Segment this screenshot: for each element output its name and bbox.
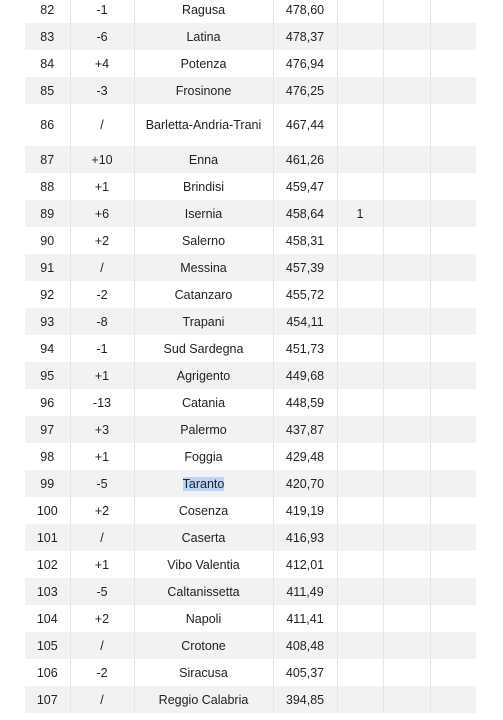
rank-cell: 83 — [25, 23, 70, 50]
table-row — [25, 659, 476, 686]
city-cell: Isernia — [134, 200, 273, 227]
extra-cell-3 — [430, 308, 476, 335]
extra-cell-2 — [383, 659, 430, 686]
position-change-cell: / — [70, 524, 134, 551]
position-change-cell: -2 — [70, 281, 134, 308]
position-change-cell: +2 — [70, 605, 134, 632]
extra-cell-2 — [383, 578, 430, 605]
table-row — [25, 389, 476, 416]
ranking-table-container — [25, 0, 476, 713]
table-row — [25, 578, 476, 605]
value-cell: 408,48 — [273, 632, 337, 659]
table-row — [25, 686, 476, 713]
value-cell: 461,26 — [273, 146, 337, 173]
extra-cell-1 — [337, 389, 383, 416]
extra-cell-1: 1 — [337, 200, 383, 227]
rank-cell: 96 — [25, 389, 70, 416]
table-row — [25, 173, 476, 200]
value-cell: 416,93 — [273, 524, 337, 551]
extra-cell-1 — [337, 578, 383, 605]
extra-cell-3 — [430, 0, 476, 23]
table-row — [25, 23, 476, 50]
extra-cell-3 — [430, 254, 476, 281]
position-change-cell: / — [70, 632, 134, 659]
extra-cell-2 — [383, 605, 430, 632]
extra-cell-3 — [430, 23, 476, 50]
extra-cell-3 — [430, 335, 476, 362]
city-cell: Brindisi — [134, 173, 273, 200]
extra-cell-3 — [430, 362, 476, 389]
table-row — [25, 470, 476, 497]
extra-cell-3 — [430, 551, 476, 578]
rank-cell: 94 — [25, 335, 70, 362]
extra-cell-3 — [430, 281, 476, 308]
value-cell: 458,64 — [273, 200, 337, 227]
table-row — [25, 632, 476, 659]
extra-cell-3 — [430, 173, 476, 200]
position-change-cell: -5 — [70, 470, 134, 497]
extra-cell-3 — [430, 77, 476, 104]
extra-cell-2 — [383, 443, 430, 470]
extra-cell-2 — [383, 497, 430, 524]
extra-cell-3 — [430, 524, 476, 551]
rank-cell: 101 — [25, 524, 70, 551]
table-row — [25, 524, 476, 551]
position-change-cell: -8 — [70, 308, 134, 335]
table-row — [25, 50, 476, 77]
rank-cell: 93 — [25, 308, 70, 335]
position-change-cell: +1 — [70, 362, 134, 389]
position-change-cell: +2 — [70, 497, 134, 524]
value-cell: 449,68 — [273, 362, 337, 389]
extra-cell-2 — [383, 416, 430, 443]
city-cell: Salerno — [134, 227, 273, 254]
extra-cell-3 — [430, 416, 476, 443]
table-row — [25, 335, 476, 362]
position-change-cell: -2 — [70, 659, 134, 686]
city-cell: Messina — [134, 254, 273, 281]
value-cell: 411,41 — [273, 605, 337, 632]
extra-cell-1 — [337, 0, 383, 23]
extra-cell-3 — [430, 497, 476, 524]
position-change-cell: +4 — [70, 50, 134, 77]
value-cell: 467,44 — [273, 104, 337, 146]
extra-cell-3 — [430, 659, 476, 686]
city-cell: Crotone — [134, 632, 273, 659]
extra-cell-2 — [383, 77, 430, 104]
extra-cell-2 — [383, 50, 430, 77]
extra-cell-2 — [383, 389, 430, 416]
value-cell: 476,25 — [273, 77, 337, 104]
table-row — [25, 146, 476, 173]
rank-cell: 85 — [25, 77, 70, 104]
value-cell: 478,60 — [273, 0, 337, 23]
extra-cell-3 — [430, 686, 476, 713]
selected-text-highlight[interactable]: Taranto — [182, 476, 225, 491]
table-row — [25, 551, 476, 578]
city-cell: Sud Sardegna — [134, 335, 273, 362]
value-cell: 448,59 — [273, 389, 337, 416]
rank-cell: 84 — [25, 50, 70, 77]
extra-cell-1 — [337, 497, 383, 524]
table-row — [25, 308, 476, 335]
value-cell: 451,73 — [273, 335, 337, 362]
position-change-cell: -5 — [70, 578, 134, 605]
city-cell: Cosenza — [134, 497, 273, 524]
value-cell: 419,19 — [273, 497, 337, 524]
extra-cell-3 — [430, 389, 476, 416]
extra-cell-1 — [337, 416, 383, 443]
extra-cell-2 — [383, 173, 430, 200]
city-cell: Siracusa — [134, 659, 273, 686]
city-cell: Caltanissetta — [134, 578, 273, 605]
position-change-cell: +6 — [70, 200, 134, 227]
city-cell: Potenza — [134, 50, 273, 77]
position-change-cell: +1 — [70, 443, 134, 470]
city-cell — [134, 470, 273, 497]
rank-cell: 98 — [25, 443, 70, 470]
ranking-table — [25, 0, 476, 713]
extra-cell-2 — [383, 146, 430, 173]
extra-cell-1 — [337, 443, 383, 470]
rank-cell: 86 — [25, 104, 70, 146]
value-cell: 405,37 — [273, 659, 337, 686]
extra-cell-1 — [337, 227, 383, 254]
extra-cell-2 — [383, 200, 430, 227]
city-cell: Ragusa — [134, 0, 273, 23]
extra-cell-3 — [430, 443, 476, 470]
extra-cell-3 — [430, 605, 476, 632]
table-row — [25, 416, 476, 443]
ranking-table-body — [25, 0, 476, 713]
extra-cell-1 — [337, 551, 383, 578]
extra-cell-2 — [383, 104, 430, 146]
extra-cell-1 — [337, 632, 383, 659]
extra-cell-2 — [383, 254, 430, 281]
city-cell: Agrigento — [134, 362, 273, 389]
extra-cell-1 — [337, 23, 383, 50]
position-change-cell: +10 — [70, 146, 134, 173]
value-cell: 454,11 — [273, 308, 337, 335]
table-row — [25, 497, 476, 524]
extra-cell-1 — [337, 659, 383, 686]
extra-cell-2 — [383, 335, 430, 362]
rank-cell: 105 — [25, 632, 70, 659]
extra-cell-1 — [337, 308, 383, 335]
value-cell: 429,48 — [273, 443, 337, 470]
value-cell: 437,87 — [273, 416, 337, 443]
city-cell: Catanzaro — [134, 281, 273, 308]
position-change-cell: +3 — [70, 416, 134, 443]
table-row — [25, 281, 476, 308]
extra-cell-3 — [430, 470, 476, 497]
extra-cell-1 — [337, 146, 383, 173]
city-cell: Frosinone — [134, 77, 273, 104]
extra-cell-2 — [383, 281, 430, 308]
extra-cell-3 — [430, 104, 476, 146]
rank-cell: 100 — [25, 497, 70, 524]
extra-cell-3 — [430, 632, 476, 659]
city-cell: Enna — [134, 146, 273, 173]
position-change-cell: -3 — [70, 77, 134, 104]
extra-cell-1 — [337, 281, 383, 308]
rank-cell: 90 — [25, 227, 70, 254]
extra-cell-3 — [430, 227, 476, 254]
value-cell: 478,37 — [273, 23, 337, 50]
position-change-cell: / — [70, 254, 134, 281]
extra-cell-2 — [383, 686, 430, 713]
extra-cell-1 — [337, 77, 383, 104]
city-cell: Catania — [134, 389, 273, 416]
table-row — [25, 200, 476, 227]
extra-cell-1 — [337, 335, 383, 362]
city-cell: Vibo Valentia — [134, 551, 273, 578]
extra-cell-1 — [337, 50, 383, 77]
table-row — [25, 77, 476, 104]
rank-cell: 82 — [25, 0, 70, 23]
value-cell: 420,70 — [273, 470, 337, 497]
value-cell: 457,39 — [273, 254, 337, 281]
city-cell: Napoli — [134, 605, 273, 632]
rank-cell: 95 — [25, 362, 70, 389]
rank-cell: 102 — [25, 551, 70, 578]
extra-cell-3 — [430, 146, 476, 173]
rank-cell: 89 — [25, 200, 70, 227]
table-row — [25, 443, 476, 470]
rank-cell: 97 — [25, 416, 70, 443]
position-change-cell: -13 — [70, 389, 134, 416]
rank-cell: 104 — [25, 605, 70, 632]
rank-cell: 91 — [25, 254, 70, 281]
extra-cell-1 — [337, 686, 383, 713]
value-cell: 394,85 — [273, 686, 337, 713]
city-cell: Latina — [134, 23, 273, 50]
position-change-cell: -6 — [70, 23, 134, 50]
table-row — [25, 0, 476, 23]
value-cell: 411,49 — [273, 578, 337, 605]
value-cell: 458,31 — [273, 227, 337, 254]
position-change-cell: +2 — [70, 227, 134, 254]
position-change-cell: +1 — [70, 551, 134, 578]
value-cell: 455,72 — [273, 281, 337, 308]
extra-cell-3 — [430, 200, 476, 227]
extra-cell-1 — [337, 254, 383, 281]
extra-cell-1 — [337, 173, 383, 200]
value-cell: 412,01 — [273, 551, 337, 578]
value-cell: 476,94 — [273, 50, 337, 77]
extra-cell-2 — [383, 227, 430, 254]
city-cell: Foggia — [134, 443, 273, 470]
extra-cell-2 — [383, 362, 430, 389]
position-change-cell: / — [70, 686, 134, 713]
position-change-cell: -1 — [70, 335, 134, 362]
extra-cell-2 — [383, 308, 430, 335]
extra-cell-3 — [430, 50, 476, 77]
city-cell: Palermo — [134, 416, 273, 443]
city-cell: Caserta — [134, 524, 273, 551]
position-change-cell: -1 — [70, 0, 134, 23]
rank-cell: 87 — [25, 146, 70, 173]
position-change-cell: / — [70, 104, 134, 146]
city-cell: Reggio Calabria — [134, 686, 273, 713]
rank-cell: 106 — [25, 659, 70, 686]
extra-cell-2 — [383, 524, 430, 551]
extra-cell-2 — [383, 551, 430, 578]
extra-cell-2 — [383, 23, 430, 50]
rank-cell: 99 — [25, 470, 70, 497]
extra-cell-2 — [383, 0, 430, 23]
extra-cell-1 — [337, 524, 383, 551]
extra-cell-1 — [337, 470, 383, 497]
rank-cell: 107 — [25, 686, 70, 713]
value-cell: 459,47 — [273, 173, 337, 200]
table-row — [25, 605, 476, 632]
extra-cell-3 — [430, 578, 476, 605]
city-cell: Barletta-Andria-Trani — [134, 104, 273, 146]
table-row — [25, 362, 476, 389]
rank-cell: 88 — [25, 173, 70, 200]
extra-cell-1 — [337, 362, 383, 389]
rank-cell: 92 — [25, 281, 70, 308]
extra-cell-2 — [383, 632, 430, 659]
city-cell: Trapani — [134, 308, 273, 335]
table-row — [25, 227, 476, 254]
table-row — [25, 104, 476, 146]
table-row — [25, 254, 476, 281]
extra-cell-1 — [337, 605, 383, 632]
extra-cell-2 — [383, 470, 430, 497]
extra-cell-1 — [337, 104, 383, 146]
position-change-cell: +1 — [70, 173, 134, 200]
rank-cell: 103 — [25, 578, 70, 605]
